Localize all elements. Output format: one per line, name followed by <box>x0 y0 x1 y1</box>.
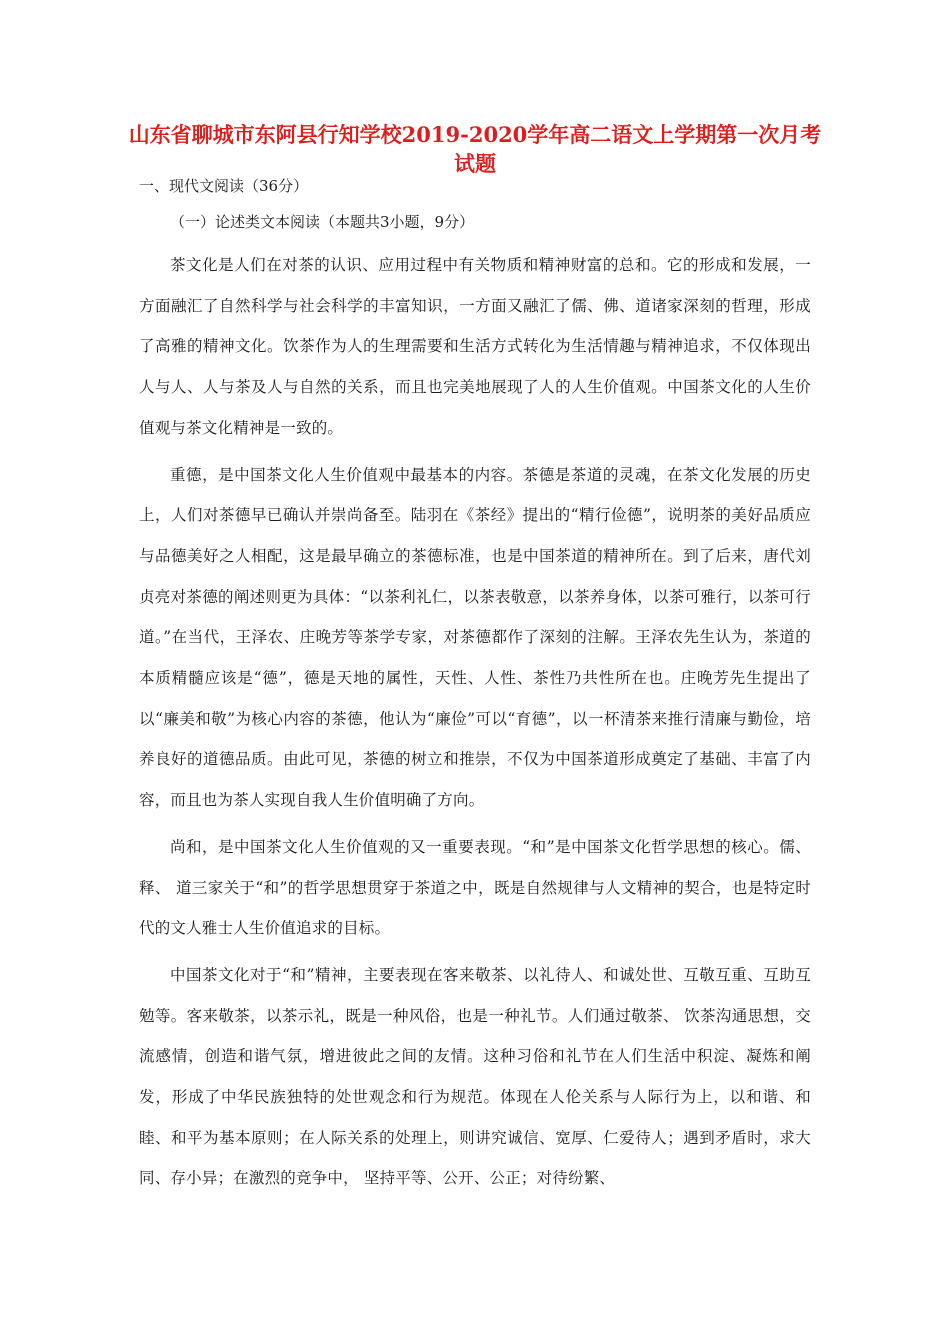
document-title: 山东省聊城市东阿县行知学校2019-2020学年高二语文上学期第一次月考试题 <box>128 122 822 176</box>
paragraph: 尚和，是中国茶文化人生价值观的又一重要表现。“和”是中国茶文化哲学思想的核心。儒、释、 道三家关于“和”的哲学思想贯穿于茶道之中，既是自然规律与人文精神的契合，也是特定时代的文人雅士人生价值追求的目标。 <box>139 837 812 938</box>
paragraph: 中国茶文化对于“和”精神，主要表现在客来敬茶、以礼待人、和诚处世、互敬互重、互助互勉等。客来敬茶，以茶示礼，既是一种风俗，也是一种礼节。人们通过敬茶、 饮茶沟通思想，交流感情，创造和谐气氛，增进彼此之间的友情。这种习俗和礼节在人们生活中积淀、凝炼和阐发，形成了中华民族独特的处世观念和行为规范。体现在人伦关系与人际行为上，以和谐、和睦、和平为基本原则；在人际关系的处理上，则讲究诚信、宽厚、仁爱待人；遇到矛盾时，求大同、存小异；在激烈的竞争中， 坚持平等、公开、公正；对待纷繁、 <box>139 965 811 1188</box>
paragraph: 茶文化是人们在对茶的认识、应用过程中有关物质和精神财富的总和。它的形成和发展，一方面融汇了自然科学与社会科学的丰富知识，一方面又融汇了儒、佛、道诸家深刻的哲理，形成了高雅的精神文化。饮茶作为人的生理需要和生活方式转化为生活情趣与精神追求，不仅体现出人与人、人与茶及人与自然的关系，而且也完美地展现了人的人生价值观。中国茶文化的人生价值观与茶文化精神是一致的。 <box>139 256 811 437</box>
article-body <box>139 245 811 1205</box>
subsection-heading: （一）论述类文本阅读（本题共3小题，9分） <box>170 213 475 231</box>
paragraph: 重德，是中国茶文化人生价值观中最基本的内容。茶德是茶道的灵魂，在茶文化发展的历史上，人们对茶德早已确认并崇尚备至。陆羽在《茶经》提出的“精行俭德”，说明茶的美好品质应与品德美好之人相配，这是最早确立的茶德标准，也是中国茶道的精神所在。到了后来，唐代刘贞亮对茶德的阐述则更为具体：“以茶利礼仁，以茶表敬意，以茶养身体，以茶可雅行，以茶可行道。”在当代，王泽农、庄晚芳等茶学专家，对茶德都作了深刻的注解。王泽农先生认为，茶道的本质精髓应该是“德”，德是天地的属性，天性、人性、茶性乃共性所在也。庄晚芳先生提出了以“廉美和敬”为核心内容的茶德，他认为“廉俭”可以“育德”，以一杯清茶来推行清廉与勤俭，培养良好的道德品质。由此可见，茶德的树立和推崇，不仅为中国茶道形成奠定了基础、丰富了内容，而且也为茶人实现自我人生价值明确了方向。 <box>139 465 811 810</box>
section-heading: 一、现代文阅读（36分） <box>139 177 309 195</box>
